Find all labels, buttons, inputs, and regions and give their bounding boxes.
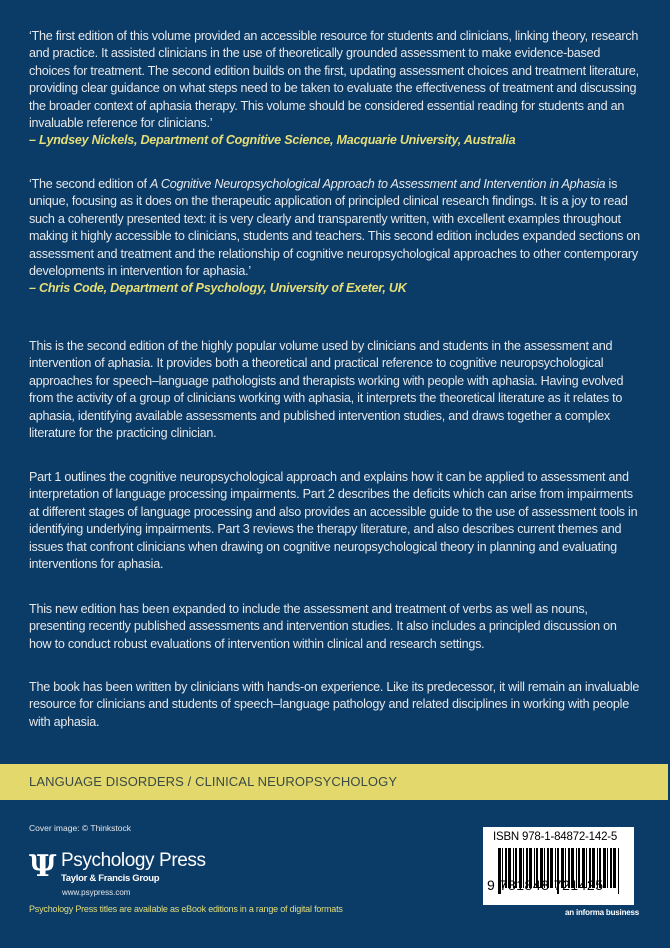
review-2-text-after: is unique, focusing as it does on the therapeutic application of principled clinical research findings. It is a joy to read such a coherently presented text: it is very clearly and transparently written, with excellent examples throughout making it highly accessible to clinicians, students and teachers. This second edition includes expanded sections on assessment and treatment and the relationship of cognitive neuropsychological approaches to other contemporary developments in intervention for aphasia.’: [29, 177, 640, 279]
review-1: [29, 28, 641, 150]
publisher-url: www.psypress.com: [62, 888, 131, 897]
review-1-text: ‘The first edition of this volume provided an accessible resource for students and clinicians, linking theory, research and practice. It assisted clinicians in the use of theoretically grounded assessment to make evidence-based choices for treatment. The second edition builds on the first, updating assessment choices and treatment literature, providing clear guidance on what steps need to be taken to evaluate the effectiveness of treatment and discussing the broader context of aphasia therapy. This volume should be considered essential reading for students and an invaluable reference for clinicians.’: [29, 29, 639, 131]
barcode-bar: [610, 848, 612, 888]
review-2: [29, 176, 641, 298]
barcode-digits: 9 781848 721425: [487, 877, 604, 893]
publisher-name: Psychology Press: [61, 850, 206, 871]
book-title: A Cognitive Neuropsychological Approach to Assessment and Intervention in Aphasia: [149, 177, 606, 191]
review-2-text-before: ‘The second edition of: [29, 177, 150, 191]
barcode-bar: [607, 848, 608, 888]
informa-tagline: an informa business: [565, 908, 639, 917]
isbn-barcode: [483, 827, 634, 905]
publisher-group: Taylor & Francis Group: [61, 873, 160, 884]
description-paragraph-1: This is the second edition of the highly popular volume used by clinicians and students in the assessment and intervention of aphasia. It provides both a theoretical and practical reference to cognitive neuropsychological approaches for speech–language pathologists and therapists working with people with aphasia. Having evolved from the activity of a group of clinicians working with aphasia, it interprets the theoretical literature as it relates to aphasia, identifying available assessments and published intervention studies, and draws together a complex literature for the practicing clinician.: [29, 339, 624, 441]
psi-logo-icon: Ψ: [29, 849, 57, 884]
description-paragraph-4: The book has been written by clinicians with hands-on experience. Like its predecessor, it will remain an invaluable resource for clinicians and students of speech–language pathology and related disciplines in working with people with aphasia.: [29, 680, 640, 729]
ebook-note: Psychology Press titles are available as eBook editions in a range of digital formats: [29, 904, 343, 914]
barcode-bar: [618, 848, 619, 894]
subject-label: LANGUAGE DISORDERS / CLINICAL NEUROPSYCHOLOGY: [29, 774, 398, 789]
cover-credit: Cover image: © Thinkstock: [29, 823, 132, 833]
review-2-attribution: – Chris Code, Department of Psychology, University of Exeter, UK: [29, 281, 407, 296]
description-paragraph-3: This new edition has been expanded to include the assessment and treatment of verbs as well as nouns, presenting recently published assessments and intervention studies. It also includes a principled discussion on how to conduct robust evaluations of intervention within clinical and research settings.: [29, 602, 617, 651]
isbn-text: ISBN 978-1-84872-142-5: [493, 831, 618, 843]
subject-band: [0, 764, 668, 800]
description-paragraph-2: Part 1 outlines the cognitive neuropsychological approach and explains how it can be applied to assessment and interpretation of language processing impairments. Part 2 describes the deficits which can arise from impairments at different stages of language processing and also provides an accessible guide to the use of assessment tools in identifying underlying impairments. Part 3 reviews the therapy literature, and also describes current themes and issues that confront clinicians when drawing on cognitive neuropsychological theory in planning and evaluating interventions for aphasia.: [29, 470, 638, 572]
barcode-bar: [613, 848, 616, 888]
review-1-attribution: – Lyndsey Nickels, Department of Cognitive Science, Macquarie University, Australia: [29, 133, 516, 148]
